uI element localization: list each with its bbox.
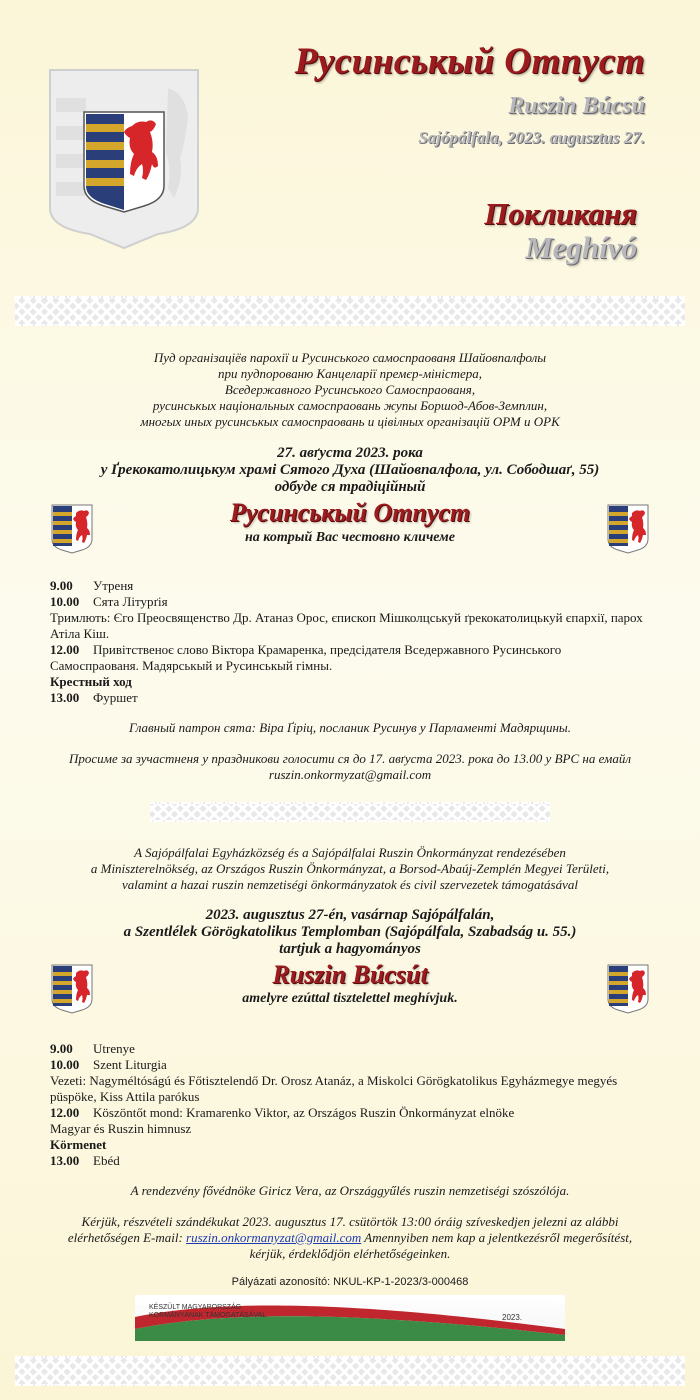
event-details-rusyn xyxy=(30,445,670,496)
schedule-row xyxy=(50,690,650,706)
schedule-text: Утреня xyxy=(93,578,134,593)
registration-hungarian xyxy=(55,1214,645,1262)
schedule-time: 10.00 xyxy=(50,1057,80,1072)
registration-text: Amennyiben nem kap a jelentkezésről megerősítést, kérjük, érdeklődjön elérhetőségeinken. xyxy=(249,1230,633,1261)
schedule-time: 12.00 xyxy=(50,642,80,657)
registration-text: Kérjük, részvételi szándékukat 2023. augusztus 17. csütörtök 13:00 óráig szíveskedjen jelezni az alábbi elérhetőségen E-mail: xyxy=(67,1214,619,1245)
event-traditional: одбуде ся традіційный xyxy=(274,479,426,495)
banner-line: KÉSZÜLT MAGYARORSZÁG xyxy=(149,1304,242,1311)
schedule-row xyxy=(50,1153,650,1169)
schedule-time: 9.00 xyxy=(50,578,73,593)
event-title-rusyn: Русинськый Отпуст xyxy=(229,498,471,527)
emblem-small-icon xyxy=(50,503,94,555)
event-venue: a Szentlélek Görögkatolikus Templomban (Sajópálfala, Szabadság u. 55.) xyxy=(123,924,577,940)
invite-line-hungarian: amelyre ezúttal tisztelettel meghívjuk. xyxy=(242,991,458,1006)
ornament-divider-middle xyxy=(150,802,550,822)
schedule-row xyxy=(50,1105,650,1121)
schedule-time: 10.00 xyxy=(50,594,80,609)
organizers-rusyn xyxy=(30,350,670,430)
event-traditional: tartjuk a hagyományos xyxy=(279,941,421,957)
schedule-text: Köszöntőt mond: Kramarenko Viktor, az Országos Ruszin Önkormányzat elnöke xyxy=(93,1105,515,1120)
organizer-line: a Miniszterelnökség, az Országos Ruszin Önkormányzat, a Borsod-Abaúj-Zemplén Megyei Területi, xyxy=(90,861,610,876)
schedule-text: Тримлють: Єго Преосвященство Др. Атаназ Орос, єпископ Мішколцськуй ґрекокатолицькуй єпархії, парох Атіла Кіш. xyxy=(50,610,643,641)
schedule-row xyxy=(50,674,650,690)
patron-hungarian: A rendezvény fővédnöke Giricz Vera, az Országgyűlés ruszin nemzetiségi szószólója. xyxy=(130,1183,570,1198)
schedule-text: Szent Liturgia xyxy=(93,1057,167,1072)
invite-line-rusyn: на котрый Вас честовно кличеме xyxy=(245,530,455,545)
schedule-text: Vezeti: Nagyméltóságú és Főtisztelendő Dr. Orosz Atanáz, a Miskolci Görögkatolikus Egyházmegye megyés püspöke, Kiss Attila parókus xyxy=(50,1073,618,1104)
schedule-row xyxy=(50,594,650,610)
banner-text xyxy=(149,1304,266,1320)
schedule-text: Ebéd xyxy=(93,1153,120,1168)
schedule-text: Körmenet xyxy=(50,1137,107,1152)
schedule-hungarian xyxy=(50,1041,650,1169)
emblem-small-icon xyxy=(606,503,650,555)
emblem-small-icon xyxy=(50,963,94,1015)
event-date: 2023. augusztus 27-én, vasárnap Sajópálfalán, xyxy=(205,907,495,923)
schedule-row xyxy=(50,642,650,674)
event-venue: у Ґрекокатолицькум храмі Сятого Духа (Шайовпалфола, ул. Сободшаґ, 55) xyxy=(100,462,600,478)
schedule-text: Magyar és Ruszin himnusz xyxy=(50,1121,192,1136)
schedule-row xyxy=(50,610,650,642)
emblem-small-icon xyxy=(606,963,650,1015)
schedule-text: Utrenye xyxy=(93,1041,135,1056)
ornament-divider-bottom xyxy=(15,1356,685,1386)
title-hungarian: Ruszin Búcsú xyxy=(508,93,645,119)
schedule-row xyxy=(50,1137,650,1153)
schedule-text: Крестный ход xyxy=(50,674,132,689)
organizer-line: valamint a hazai ruszin nemzetiségi önkormányzatok és civil szervezetek támogatásával xyxy=(121,877,578,892)
email-link[interactable]: ruszin.onkormanyzat@gmail.com xyxy=(186,1230,362,1245)
title-rusyn: Русинськый Отпуст xyxy=(294,41,645,82)
schedule-row xyxy=(50,1041,650,1057)
schedule-time: 13.00 xyxy=(50,1153,80,1168)
schedule-row xyxy=(50,1057,650,1073)
government-support-banner xyxy=(135,1295,565,1341)
schedule-text: Привітственоє слово Віктора Крамаренка, предсідателя Вседержавного Русинського Самоспраованя. Мадярськый и Русинськый гімны. xyxy=(50,642,562,673)
schedule-row xyxy=(50,578,650,594)
schedule-time: 12.00 xyxy=(50,1105,80,1120)
place-date: Sajópálfala, 2023. augusztus 27. xyxy=(418,128,645,147)
banner-year: 2023. xyxy=(502,1313,523,1322)
schedule-rusyn xyxy=(50,578,650,706)
organizer-line: Пуд організаціёв парохії и Русинського самоспраованя Шайовпалфолы xyxy=(153,350,547,365)
invitation-rusyn: Покликаня xyxy=(484,196,637,231)
grant-id: Pályázati azonosító: NKUL-KP-1-2023/3-000468 xyxy=(231,1276,469,1288)
schedule-time: 9.00 xyxy=(50,1041,73,1056)
event-date: 27. авґуста 2023. рока xyxy=(277,445,423,461)
emblem-large-icon xyxy=(48,68,200,250)
organizer-line: Вседержавного Русинського Самоспраованя, xyxy=(224,382,476,397)
organizers-hungarian xyxy=(30,845,670,893)
schedule-row xyxy=(50,1073,650,1105)
ornament-divider-top xyxy=(15,296,685,326)
schedule-row xyxy=(50,1121,650,1137)
patron-rusyn: Главный патрон сята: Віра Ґіріц, посланик Русинув у Парламенті Мадярщины. xyxy=(128,720,571,735)
organizer-line: при пудпорованю Канцеларії премєр-міністера, xyxy=(217,366,483,381)
event-details-hungarian xyxy=(30,907,670,958)
invitation-hungarian: Meghívó xyxy=(525,230,637,265)
event-title-hungarian: Ruszin Búcsút xyxy=(272,960,428,989)
schedule-time: 13.00 xyxy=(50,690,80,705)
organizer-line: A Sajópálfalai Egyházközség és a Sajópálfalai Ruszin Önkormányzat rendezésében xyxy=(134,845,566,860)
organizer-line: многых иных русинськых самоспраовань и цівілных організацій ОРМ и ОРК xyxy=(140,414,560,429)
schedule-text: Фуршет xyxy=(93,690,138,705)
organizer-line: русинськых національных самоспраовань жупы Боршод-Абов-Земплин, xyxy=(152,398,548,413)
schedule-text: Сята Літурґія xyxy=(93,594,168,609)
registration-rusyn: Просиме за зучастненя у праздникови голосити ся до 17. авґуста 2023. рока до 13.00 у ВРС на емайл ruszin.onkormyzat@gmail.com xyxy=(68,751,631,782)
banner-line: KORMÁNYÁNAK TÁMOGATÁSÁVAL xyxy=(149,1312,267,1319)
